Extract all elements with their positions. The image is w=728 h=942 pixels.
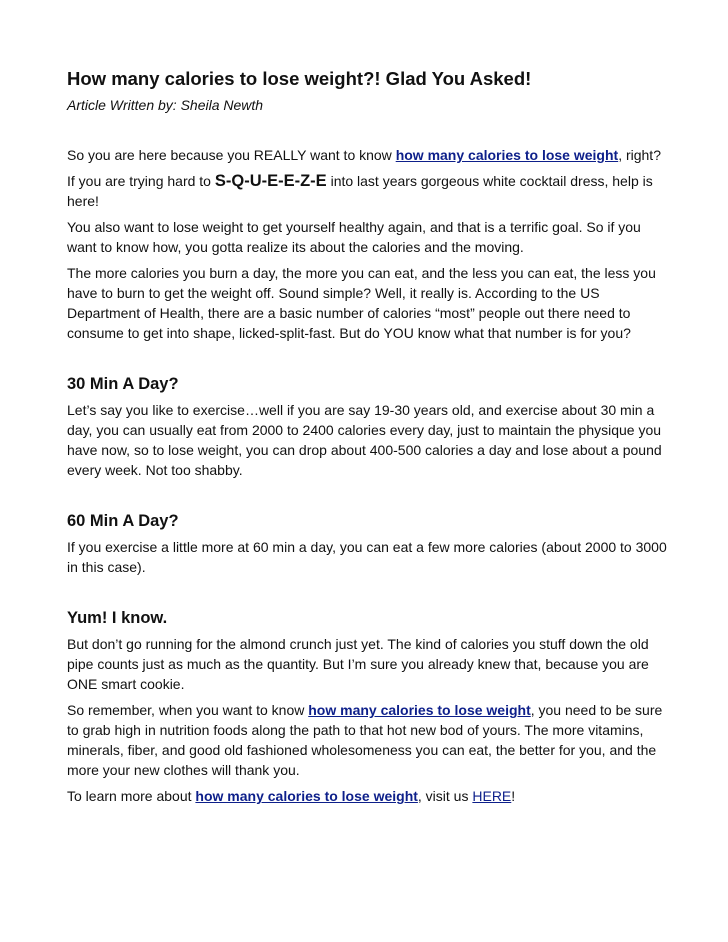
calories-link-3[interactable]: how many calories to lose weight [195, 788, 418, 804]
paragraph-almond: But don’t go running for the almond crunch just yet. The kind of calories you stuff down the old pipe counts just as much as the quantity. But I’m sure you already knew that, because you are ONE smart cookie. [67, 636, 649, 692]
paragraph-30-min: Let’s say you like to exercise…well if you are say 19-30 years old, and exercise about 30 min a day, you can usually eat from 2000 to 2400 calories every day, just to maintain the physique you have now, so to lose weight, you can drop about 400-500 calories a day and lose about a pound every week. Not too shabby. [67, 402, 662, 478]
here-link[interactable]: HERE [472, 788, 512, 804]
heading-yum: Yum! I know. [67, 609, 168, 627]
intro-text-post: , right? [618, 147, 661, 163]
remember-text-post: , you need to be sure to grab high in nutrition foods along the path to that hot new bod of yours. The more vitamins, minerals, fiber, and good old fashioned wholesomeness you can eat, the better for you, and the more your new clothes will thank you. [67, 702, 663, 778]
healthy-paragraph: You also want to lose weight to get yourself healthy again, and that is a terrific goal. So if you want to know how, you gotta realize its about the calories and the moving. [67, 219, 641, 255]
paragraph-remember [67, 700, 668, 780]
burn-paragraph: The more calories you burn a day, the more you can eat, and the less you can eat, the less you have to burn to get the weight off. Sound simple? Well, it really is. According to the US Department of Health, there are a basic number of calories “most” people out there need to consume to get into shape, licked-split-fast. But do YOU know what that number is for you? [67, 265, 656, 341]
learn-text-mid: , visit us [417, 788, 473, 804]
remember-text-pre: So remember, when you want to know [67, 702, 309, 718]
paragraph-learn-more [67, 786, 668, 806]
intro-paragraph [67, 145, 668, 165]
calories-link-1[interactable]: how many calories to lose weight [395, 147, 619, 163]
squeeze-text-post: into last years gorgeous white cocktail dress, help is here! [67, 173, 653, 209]
learn-text-post: ! [511, 788, 516, 804]
squeeze-emphasis: S-Q-U-E-E-Z-E [214, 172, 327, 190]
heading-30-min: 30 Min A Day? [67, 375, 179, 393]
article-byline: Article Written by: Sheila Newth [67, 97, 264, 113]
paragraph-60-min: If you exercise a little more at 60 min a day, you can eat a few more calories (about 2000 to 3000 in this case). [67, 539, 667, 575]
learn-text-pre: To learn more about [67, 788, 196, 804]
squeeze-paragraph [67, 171, 668, 211]
heading-60-min: 60 Min A Day? [67, 512, 179, 530]
squeeze-text-pre: If you are trying hard to [67, 173, 215, 189]
article-title: How many calories to lose weight?! Glad You Asked! [67, 68, 532, 89]
calories-link-2[interactable]: how many calories to lose weight [308, 702, 531, 718]
intro-text-pre: So you are here because you REALLY want to know [67, 147, 396, 163]
